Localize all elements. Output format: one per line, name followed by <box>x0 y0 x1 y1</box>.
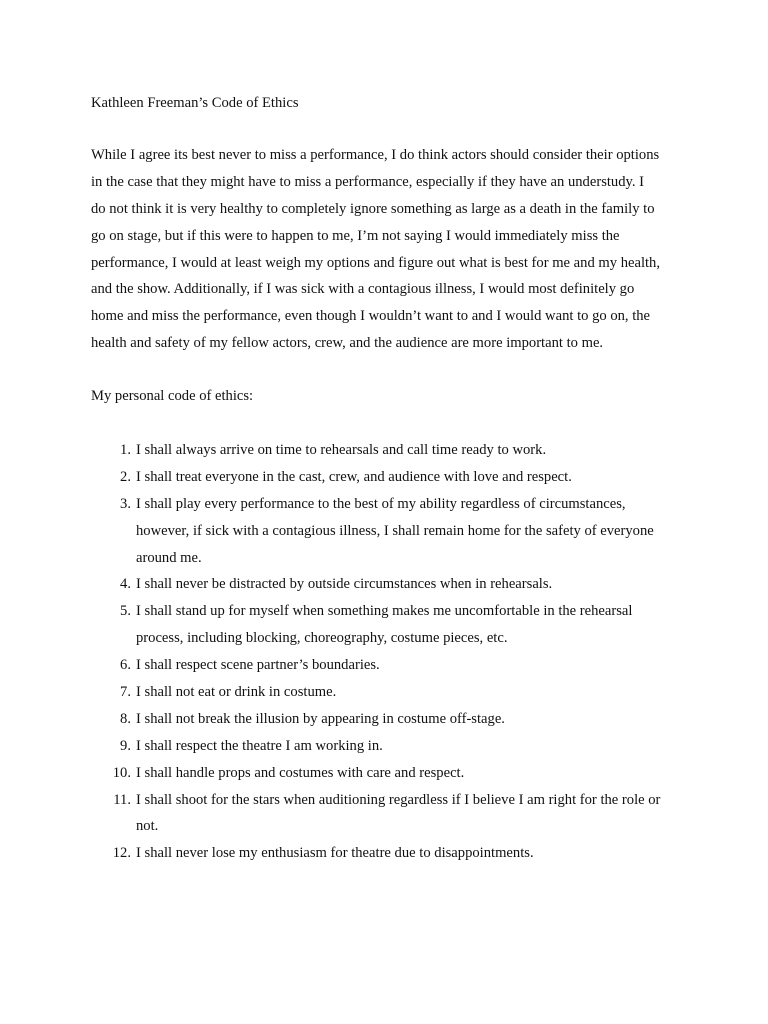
list-item-text: I shall shoot for the stars when auditioning regardless if I believe I am right for the role or <box>136 791 661 808</box>
list-item <box>91 709 691 736</box>
list-item <box>91 440 691 467</box>
paragraph-line: and the show. Additionally, if I was sick with a contagious illness, I would most definitely go <box>91 281 635 298</box>
paragraph-line: While I agree its best never to miss a performance, I do think actors should consider their options <box>91 147 660 163</box>
paragraph-line: health and safety of my fellow actors, crew, and the audience are more important to me. <box>91 335 604 352</box>
list-item-text: however, if sick with a contagious illness, I shall remain home for the safety of everyone <box>136 522 654 539</box>
list-intro: My personal code of ethics: <box>91 388 254 404</box>
list-item-text: around me. <box>136 549 202 566</box>
list-item-number: 10. <box>112 764 131 781</box>
list-item <box>91 736 691 763</box>
list-item-number: 2. <box>120 468 131 485</box>
paragraph-line: go on stage, but if this were to happen to me, I’m not saying I would immediately miss the <box>91 227 620 244</box>
list-item <box>91 682 691 709</box>
list-item <box>91 843 691 870</box>
list-item-number: 3. <box>120 495 131 512</box>
list-item-text: I shall not eat or drink in costume. <box>136 684 337 701</box>
list-item <box>91 574 691 601</box>
list-item-number: 1. <box>120 442 131 458</box>
list-item-text: I shall not break the illusion by appearing in costume off-stage. <box>136 710 505 727</box>
list-item-text: I shall stand up for myself when something makes me uncomfortable in the rehearsal <box>136 603 633 620</box>
list-item <box>91 494 691 575</box>
list-item-number: 12. <box>112 845 131 862</box>
list-item-text: process, including blocking, choreography, costume pieces, etc. <box>136 630 508 647</box>
list-item-text: I shall never lose my enthusiasm for theatre due to disappointments. <box>136 845 534 862</box>
list-item-number: 6. <box>120 657 131 674</box>
paragraph-line: do not think it is very healthy to completely ignore something as large as a death in the family to <box>91 200 655 217</box>
list-item <box>91 467 691 494</box>
list-item <box>91 655 691 682</box>
list-item-text: I shall handle props and costumes with care and respect. <box>136 764 465 781</box>
list-item-text: I shall respect scene partner’s boundaries. <box>136 657 380 674</box>
list-item-number: 4. <box>120 576 131 593</box>
list-item-number: 11. <box>113 791 131 808</box>
list-item-text: I shall respect the theatre I am working in. <box>136 737 383 754</box>
list-item-text: I shall always arrive on time to rehearsals and call time ready to work. <box>136 442 547 458</box>
paragraph-line: home and miss the performance, even though I wouldn’t want to and I would want to go on, the <box>91 308 651 325</box>
ethics-list <box>91 440 691 870</box>
list-item-number: 9. <box>120 737 131 754</box>
paragraph-line: in the case that they might have to miss a performance, especially if they have an understudy. I <box>91 173 645 190</box>
body-paragraph <box>91 145 691 360</box>
list-item-text: I shall play every performance to the best of my ability regardless of circumstances, <box>136 495 626 512</box>
list-item-number: 7. <box>120 684 131 701</box>
paragraph-line: performance, I would at least weigh my options and figure out what is best for me and my health, <box>91 254 661 271</box>
list-item-number: 5. <box>120 603 131 620</box>
document-title: Kathleen Freeman’s Code of Ethics <box>91 95 299 111</box>
list-item-text: I shall treat everyone in the cast, crew, and audience with love and respect. <box>136 468 572 485</box>
list-item-text: I shall never be distracted by outside circumstances when in rehearsals. <box>136 576 553 593</box>
list-item <box>91 763 691 790</box>
list-item-text: not. <box>136 818 159 835</box>
list-item <box>91 601 691 655</box>
list-item-number: 8. <box>120 710 131 727</box>
list-item <box>91 790 691 844</box>
